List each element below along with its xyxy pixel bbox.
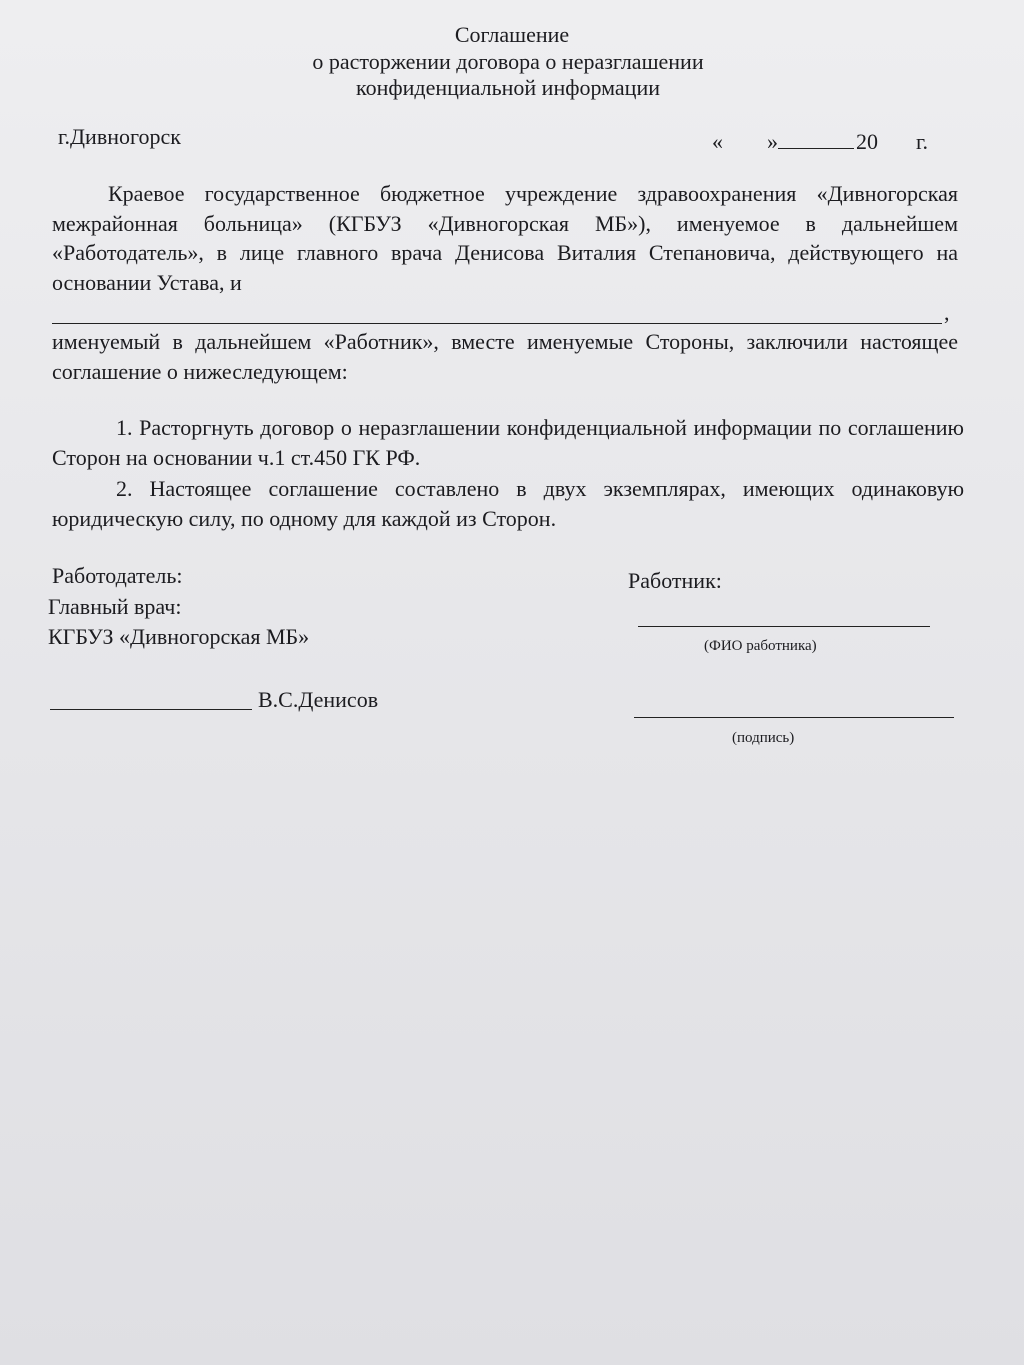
date-field — [712, 128, 928, 155]
employer-organization: КГБУЗ «Дивногорская МБ» — [48, 624, 310, 649]
clause-2: 2. Настоящее соглашение составлено в двух экземплярах, имеющих одинаковую юридическую силу, по одному для каждой из Сторон. — [52, 476, 964, 531]
month-blank-line — [778, 128, 854, 149]
document-subtitle-line-2: конфиденциальной информации — [356, 75, 660, 100]
worker-label: Работник: — [628, 568, 722, 593]
intro-paragraph: Краевое государственное бюджетное учреждение здравоохранения «Дивногорская межрайонная больница» (КГБУЗ «Дивногорская МБ»), именуемое в дальнейшем «Работодатель», в лице главного врача Денисова Виталия Степановича, действующего на основании Устава, и — [52, 181, 958, 295]
employer-position: Главный врач: — [48, 594, 182, 619]
employer-signature-line — [50, 709, 252, 710]
year-prefix: 20 — [856, 129, 878, 154]
year-suffix: г. — [916, 129, 929, 154]
document-subtitle-line-1: о расторжении договора о неразглашении — [312, 49, 704, 74]
clause-1: 1. Расторгнуть договор о неразглашении конфиденциальной информации по соглашению Сторон на основании ч.1 ст.450 ГК РФ. — [52, 415, 964, 470]
document-title: Соглашение — [454, 22, 570, 47]
worker-signature-caption: (подпись) — [732, 730, 795, 746]
worker-fio-line — [638, 626, 930, 627]
worker-fio-caption: (ФИО работника) — [704, 638, 817, 654]
date-open-quote: « — [712, 129, 723, 154]
blank-line-comma: , — [944, 300, 950, 325]
employer-label: Работодатель: — [52, 563, 183, 588]
employer-signatory-name: В.С.Денисов — [258, 687, 379, 712]
city: г.Дивногорск — [58, 124, 181, 149]
worker-signature-line — [634, 717, 954, 718]
parties-paragraph: именуемый в дальнейшем «Работник», вместе именуемые Стороны, заключили настоящее соглашение о нижеследующем: — [52, 329, 958, 384]
worker-name-blank-line — [52, 323, 942, 324]
date-close-quote: » — [767, 129, 778, 154]
